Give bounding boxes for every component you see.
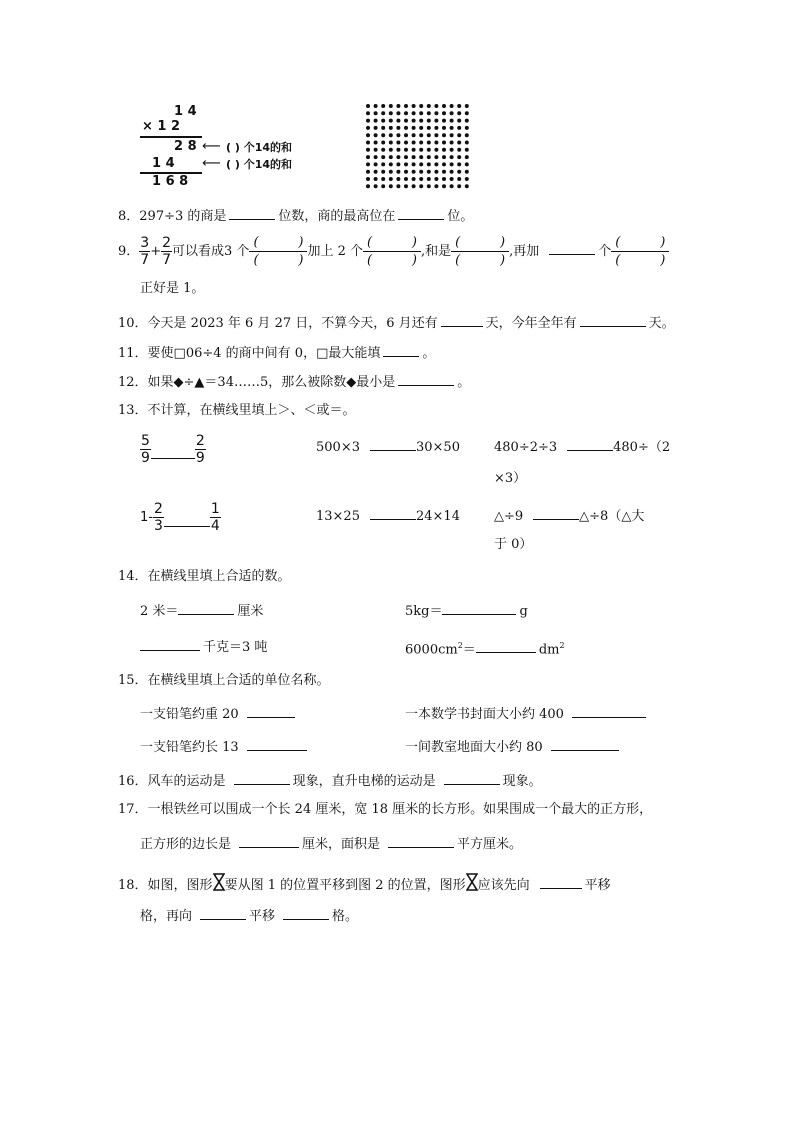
answer-blank[interactable] [398,373,454,386]
dot [434,184,438,188]
unit-c: 一支铅笔约长 13 [140,738,310,756]
compare-a: $\frac{5}{9}$ $\frac{2}{9}$ [141,433,205,466]
dot [465,133,469,137]
compare-e: 13×25 24×14 [316,509,460,524]
dot [465,126,469,130]
dot [366,126,370,130]
dot [442,155,446,159]
dot [450,141,454,145]
dot [389,104,393,108]
dot [434,148,438,152]
dot [374,119,378,123]
answer-blank[interactable] [164,514,210,527]
dot [442,184,446,188]
answer-blank[interactable] [370,438,416,451]
dot [404,119,408,123]
dot [366,141,370,145]
dot [396,148,400,152]
dot [465,141,469,145]
answer-blank[interactable] [567,438,613,451]
dot [419,119,423,123]
dot [412,170,416,174]
question-12: 12．如果◆÷▲＝34……5，那么被除数◆最小是 。 [118,375,471,390]
compare-c-cont: ×3） [494,471,527,486]
dot [434,177,438,181]
dot [404,162,408,166]
worksheet-page: 1 4 × 1 2 2 8 ⟵ ( ) 个14的和 1 4 ⟵ ( ) 个14的和 1 6 8 8．297÷3 的商是 位数，商的最高位在 位。 9． $\frac{3}{7}$ + $\frac{2}{7}$ 可以看成3 个 ( ) ( ) 加上 2 个 ( ) ( ) ,和是 ( ) ( ) ,再加 个 ( ) ( ) 正好是 1。 10．今天是 2023 年 6 月 27 日，不算今天，6 月还有 天，今年全年有 天。 11．要使□06÷4 的商中间有 0，□最大能填 。 12．如果◆÷▲＝34……5，那么被除数◆最小是 。 13．不计算，在横线里填上＞、＜或＝。 $\frac{5}{9}$ $\frac{2}{9}$ 500×3 30×50 480÷2÷3 480÷（2 ×3） 1- $\frac{2}{3}$ $\frac{1}{4}$ 13×25 24×14 △÷9 △÷8（△大 于 0） 14．在横线里填上合适的数。 2 米＝ 厘米 5kg＝ g 千克＝3 吨 $6000cm^2= dm^2$ 15．在横线里填上合适的单位名称。 一支铅笔约重 20 一本数学书封面大小约 400 一支铅笔约长 13 一间教室地面大小约 80 16．风车的运动是 现象，直升电梯的运动是 现象。 17．一根铁丝可以围成一个长 24 厘米，宽 18 厘米的长方形。如果围成一个最大的正方形， 正方形的边长是 厘米，面积是 平方厘米。 18．如图，图形 要从图 1 的位置平移到图 2 的位置，图形 应该先向 平移 格，再向 平移 格。 [0,0,793,1122]
answer-blank[interactable] [151,446,195,459]
dot [366,155,370,159]
dot [427,104,431,108]
dot [450,155,454,159]
hourglass-shape-icon [466,872,478,892]
dot [381,148,385,152]
dot [450,177,454,181]
dot [442,126,446,130]
answer-blank[interactable] [200,907,246,920]
answer-blank[interactable] [549,242,595,255]
dot [366,177,370,181]
dot [457,155,461,159]
dot [381,133,385,137]
answer-blank[interactable] [441,314,483,327]
compare-c: 480÷2÷3 480÷（2 [494,440,671,455]
dot [404,104,408,108]
dot [450,184,454,188]
dot [419,141,423,145]
answer-blank[interactable] [540,876,582,889]
answer-blank[interactable] [234,772,290,785]
dot [465,104,469,108]
dot [465,111,469,115]
dot [396,155,400,159]
convert-d: $6000cm^2= dm^2$ [405,641,565,658]
dot [374,170,378,174]
dot [434,104,438,108]
dot [412,104,416,108]
dot [396,119,400,123]
dot [419,177,423,181]
dot [419,104,423,108]
dot [434,162,438,166]
dot [404,111,408,115]
dot [450,162,454,166]
mult-row-2: × 1 2 [142,119,181,134]
question-16: 16．风车的运动是 现象，直升电梯的运动是 现象。 [118,774,542,789]
dot [396,141,400,145]
dot [412,126,416,130]
dot [457,119,461,123]
dot [396,170,400,174]
mult-row-4: 1 4 [152,156,175,171]
dot [389,148,393,152]
dot [389,162,393,166]
question-18-cont: 格，再向 平移 格。 [140,909,359,924]
dot [419,170,423,174]
dot [374,177,378,181]
dot [450,111,454,115]
dot [457,126,461,130]
dot [434,141,438,145]
dot [389,141,393,145]
dot [381,104,385,108]
dot [434,170,438,174]
dot [412,119,416,123]
dot [396,126,400,130]
dot [412,148,416,152]
answer-blank[interactable] [442,602,516,615]
answer-blank[interactable] [247,738,307,751]
dot [457,170,461,174]
dot [450,104,454,108]
mult-row-5: 1 6 8 [152,174,189,189]
dot [381,111,385,115]
mult-row-1: 1 4 [174,104,197,119]
question-17-cont: 正方形的边长是 厘米，面积是 平方厘米。 [140,837,523,852]
question-14: 14．在横线里填上合适的数。 [118,569,291,584]
answer-blank[interactable] [283,907,329,920]
dot [457,111,461,115]
dot [450,148,454,152]
dot [419,126,423,130]
dot [389,126,393,130]
dot [457,104,461,108]
dot [434,133,438,137]
mult-label-1: ( ) 个14的和 [226,141,293,154]
dot [412,162,416,166]
dot [389,111,393,115]
dot [457,148,461,152]
dot [389,170,393,174]
dot [389,155,393,159]
dot [465,170,469,174]
dot [419,184,423,188]
answer-blank[interactable] [383,344,419,357]
dot [381,162,385,166]
answer-blank[interactable] [239,835,299,848]
dot [427,177,431,181]
dot [396,104,400,108]
answer-blank[interactable] [247,705,295,718]
fraction: $\frac{3}{7}$ [140,235,150,268]
dot [366,133,370,137]
dot [374,111,378,115]
dot [404,148,408,152]
convert-c: 千克＝3 吨 [140,638,267,656]
dot [442,141,446,145]
dot [381,155,385,159]
compare-f: △÷9 △÷8（△大 [494,509,645,524]
dot [396,184,400,188]
dot [389,177,393,181]
question-18: 18．如图，图形 要从图 1 的位置平移到图 2 的位置，图形 应该先向 平移 [118,872,611,894]
dot [442,119,446,123]
fraction-blank[interactable]: ( ) ( ) [363,234,421,269]
dot [366,148,370,152]
dot [381,141,385,145]
dot [404,184,408,188]
dot [396,133,400,137]
dot [412,141,416,145]
dot [419,111,423,115]
dot [404,155,408,159]
answer-blank[interactable] [533,507,579,520]
question-9: 9． $\frac{3}{7}$ + $\frac{2}{7}$ 可以看成3 个 ( ) ( ) 加上 2 个 ( ) ( ) ,和是 ( ) ( ) ,再加 个 ( ) ( ) [118,234,669,269]
dot [434,155,438,159]
dot [427,148,431,152]
dot [396,177,400,181]
dot [366,162,370,166]
dot [442,170,446,174]
dot [442,104,446,108]
dot [419,148,423,152]
question-9-cont: 正好是 1。 [140,281,205,296]
dot [427,141,431,145]
dot [366,170,370,174]
dot [442,111,446,115]
dot [412,184,416,188]
dot [389,184,393,188]
dot [374,155,378,159]
answer-blank[interactable] [140,638,200,651]
dot [389,133,393,137]
dot [404,133,408,137]
fraction-blank[interactable]: ( ) ( ) [451,234,509,269]
dot [465,184,469,188]
compare-d: 1- $\frac{2}{3}$ $\frac{1}{4}$ [140,501,220,534]
dot [427,111,431,115]
dot [404,141,408,145]
dot [374,141,378,145]
dot [434,119,438,123]
dot [434,126,438,130]
dot [427,184,431,188]
answer-blank[interactable] [580,314,646,327]
fraction: $\frac{2}{7}$ [162,235,172,268]
dot [442,133,446,137]
mult-row-3: 2 8 [174,139,197,154]
dot [442,162,446,166]
unit-b: 一本数学书封面大小约 400 [405,705,649,723]
dot [412,177,416,181]
dot [381,170,385,174]
question-8: 8．297÷3 的商是 位数，商的最高位在 位。 [118,209,474,224]
dot [465,162,469,166]
question-17: 17．一根铁丝可以围成一个长 24 厘米，宽 18 厘米的长方形。如果围成一个最大的正方形， [118,802,653,817]
compare-f-cont: 于 0） [494,537,533,552]
dot [465,148,469,152]
answer-blank[interactable] [476,640,536,653]
dot [442,177,446,181]
dot [450,170,454,174]
dot [374,126,378,130]
dot [404,177,408,181]
dot [381,126,385,130]
dot [412,133,416,137]
dot [427,126,431,130]
dot [381,184,385,188]
dot [442,148,446,152]
dot [465,177,469,181]
dot [412,111,416,115]
dot [434,111,438,115]
dot [427,155,431,159]
dot [450,119,454,123]
dot [419,155,423,159]
dot [450,133,454,137]
dot [374,162,378,166]
dot [404,170,408,174]
dot [366,184,370,188]
dot [396,111,400,115]
question-13: 13．不计算，在横线里填上＞、＜或＝。 [118,403,356,418]
mult-label-2: ( ) 个14的和 [226,158,293,171]
question-15: 15．在横线里填上合适的单位名称。 [118,673,330,688]
dot [427,119,431,123]
dot [412,155,416,159]
fraction-blank[interactable]: ( ) ( ) [249,234,307,269]
dot [457,177,461,181]
dot [419,162,423,166]
dot [366,119,370,123]
dot [427,170,431,174]
dot [427,162,431,166]
dot [381,119,385,123]
convert-b: 5kg＝ g [405,604,528,619]
dot [427,133,431,137]
dot [457,162,461,166]
answer-blank[interactable] [551,738,619,751]
answer-blank[interactable] [229,207,275,220]
dot-grid-figure [364,102,474,190]
dot [457,133,461,137]
unit-a: 一支铅笔约重 20 [140,705,298,723]
answer-blank[interactable] [572,705,646,718]
fraction-blank[interactable]: ( ) ( ) [611,234,669,269]
dot [450,126,454,130]
hourglass-shape-icon [213,872,225,892]
answer-blank[interactable] [444,772,500,785]
dot [366,104,370,108]
dot [374,104,378,108]
compare-b: 500×3 30×50 [316,440,460,455]
dot [457,141,461,145]
dot [366,111,370,115]
dot [457,184,461,188]
dot [465,119,469,123]
dot [396,162,400,166]
question-11: 11．要使□06÷4 的商中间有 0，□最大能填 。 [118,346,436,361]
answer-blank[interactable] [370,507,416,520]
dot [404,126,408,130]
answer-blank[interactable] [178,602,234,615]
dot [419,133,423,137]
dot [374,148,378,152]
answer-blank[interactable] [388,835,454,848]
answer-blank[interactable] [398,207,444,220]
unit-d: 一间教室地面大小约 80 [405,738,622,756]
dot [465,155,469,159]
question-10: 10．今天是 2023 年 6 月 27 日，不算今天，6 月还有 天，今年全年有 天。 [118,316,675,331]
dot [389,119,393,123]
dot [381,177,385,181]
dot [374,184,378,188]
dot [374,133,378,137]
convert-a: 2 米＝ 厘米 [140,604,264,619]
